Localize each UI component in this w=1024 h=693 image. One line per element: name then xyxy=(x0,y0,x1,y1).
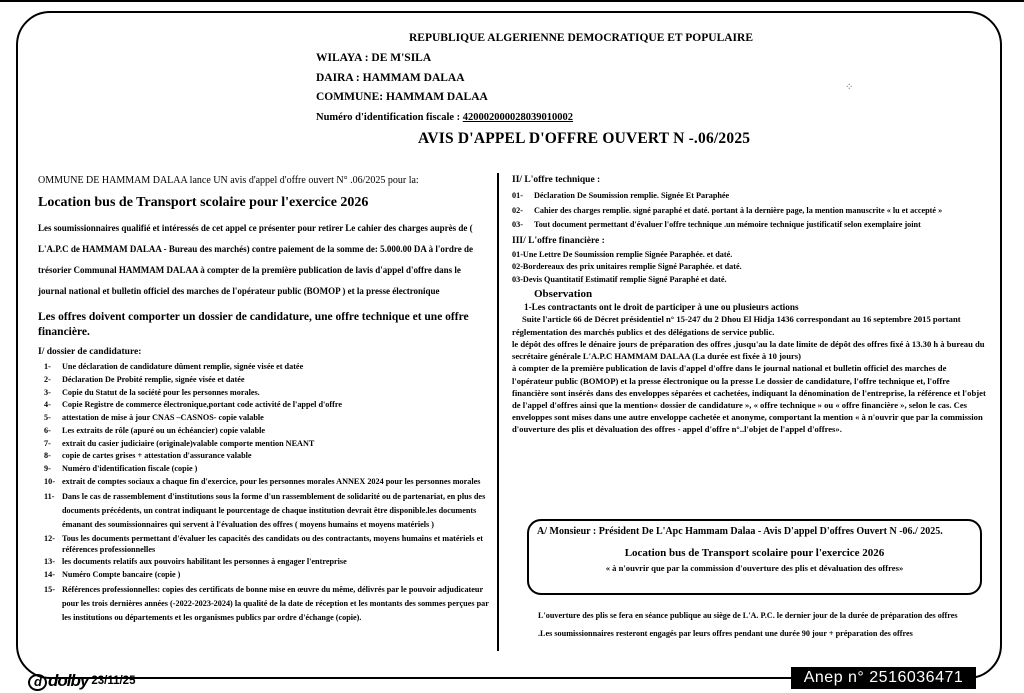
commune-line: COMMUNE: HAMMAM DALAA xyxy=(316,91,488,103)
list-item: 11- Dans le cas de rassemblement d'institutions sous la forme d'un rassemblement de solidarité ou de partenariat, en plus des documents précédents, un contrat indiquant le pourcentage de chaque institution devrait être disponible.les documents émanant des soumissionnaires qui servent à l'évaluation des offres ( moyens humains et moyens matériels ) xyxy=(44,491,486,529)
tech-list xyxy=(512,191,988,231)
fin-heading: III/ L'offre financière : xyxy=(512,235,605,246)
avis-title: AVIS D'APPEL D'OFFRE OUVERT N -.06/2025 xyxy=(418,130,751,147)
observation-article: Suite l'article 66 de Décret présidentiel n° 15-247 du 2 Dhou El Hidja 1436 correspondant au 16 septembre 2015 portant réglementation des marchés publics et des délégations de service public. xyxy=(512,314,961,337)
right-column xyxy=(512,174,988,436)
withdraw-paragraph: Les soumissionnaires qualifié et intéressés de cet appel ce présenter pour retirer Le cahier des charges auprès de ( L'A.P.C de HAMMAM DALAA - Bureau des marchés) contre paiement de la somme de: 5.000.00 DA à l'ordre de trésorier Communal HAMMAM DALAA à compter de la première publication de lavis d'appel d'offre dans le journal national et bulletin officiel des marches de l'opérateur public (BOMOP ) et la presse électronique xyxy=(38,223,473,296)
list-item: 5- attestation de mise à jour CNAS –CASNOS- copie valable xyxy=(44,413,264,423)
list-item: 4- Copie Registre de commerce électronique,portant code activité de l'appel d'offre xyxy=(44,400,342,410)
top-rule xyxy=(0,0,1024,2)
list-item: 10- extrait de comptes sociaux a chaque fin d'exercice, pour les personnes morales ANNEX 2024 pour les personnes morales xyxy=(44,477,481,487)
list-item: 3- Copie du Statut de la société pour les personnes morales. xyxy=(44,387,260,397)
daira-line: DAIRA : HAMMAM DALAA xyxy=(316,72,465,84)
fin-list xyxy=(512,250,988,286)
list-item: 01-Une Lettre De Soumission remplie Signée Paraphée. et daté. xyxy=(512,249,733,259)
observation-point-1: 1-Les contractants ont le droit de participer à une ou plusieurs actions xyxy=(524,302,799,313)
logo-text: dolby xyxy=(48,671,89,690)
anep-number: Anep n° 2516036471 xyxy=(791,667,976,689)
list-item: 03-Devis Quantitatif Estimatif remplie Signé Paraphé et daté. xyxy=(512,274,727,284)
list-item: 8- copie de cartes grises + attestation d'assurance valable xyxy=(44,451,252,461)
republic-header: REPUBLIQUE ALGERIENNE DEMOCRATIQUE ET POPULAIRE xyxy=(409,32,753,44)
list-item: 2- Déclaration De Probité remplie, signée visée et datée xyxy=(44,374,245,384)
list-item: 14- Numéro Compte bancaire (copie ) xyxy=(44,570,181,580)
intro-line: OMMUNE DE HAMMAM DALAA lance UN avis d'appel d'offre ouvert N° .06/2025 pour la: xyxy=(38,175,419,186)
box-mention: « à n'ouvrir que par la commission d'ouverture des plis et dévaluation des offres» xyxy=(605,563,904,573)
list-item: 02-Bordereaux des prix unitaires remplie Signé Paraphée. et daté. xyxy=(512,262,742,272)
footer-date: 23/11/25 xyxy=(91,675,136,687)
observation-heading: Observation xyxy=(534,288,593,301)
envelope-paragraph: à compter de la première publication de lavis d'appel d'offre dans le journal national et bulletin officiel des marches de l'opérateur public (BOMOP) et la presse électronique ou la presse Le dossier de candidature, l'offre technique et, l'offre financière sont insérés dans des enveloppes séparées et cachetées, indiquant la dénomination de l'entreprise, la référence et l'objet de l'appel d'offres ainsi que la mention« dossier de candidature », « offre technique » ou « offre financière », selon le cas. Ces enveloppes sont mises dans une autre enveloppe cachetée et anonyme, comportant la mention « à n'ouvrir que par la commission d'ouverture des plis et dévaluation des offres - appel d'offre n°..l'objet de l'appel d'offres». xyxy=(512,363,986,435)
left-column xyxy=(38,174,490,625)
list-item: 7- extrait du casier judiciaire (originale)valable comporte mention NEANT xyxy=(44,438,315,448)
list-item: 12- Tous les documents permettant d'évaluer les capacités des candidats ou des contractants, moyens humains et matériels et références professionnelles xyxy=(44,534,483,554)
box-project-title: Location bus de Transport scolaire pour l'exercice 2026 xyxy=(624,547,885,559)
wilaya-line: WILAYA : DE M'SILA xyxy=(316,52,432,64)
tech-heading: II/ L'offre technique : xyxy=(512,175,601,185)
dolby-logo: d dolby xyxy=(28,671,88,691)
list-item: 1- Une déclaration de candidature dûment remplie, signée visée et datée xyxy=(44,362,304,371)
addressee-box xyxy=(527,519,982,595)
list-item: 13- les documents relatifs aux pouvoirs habilitant les personnes à engager l'entreprise xyxy=(44,557,347,567)
nif-value: 420002000028039010002 xyxy=(462,112,574,123)
deposit-paragraph: le dépôt des offres le dénaire jours de préparation des offres ,jusqu'au la date limite de dépôt des offres fixé à 13.30 h à bureau du secrétaire générale L'A.P.C HAMMAM DALAA (La durée est fixée à 10 jours) xyxy=(512,338,985,362)
opening-line: L'ouverture des plis se fera en séance publique au siège de L'A. P.C. le dernier jour de la durée de préparation des offres xyxy=(538,611,958,620)
list-item: 15- Références professionnelles: copies des certificats de bonne mise en œuvre du même, délivrés par le pouvoir adjudicateur pour les trois dernières années (-2022-2023-2024) la qualité de la date de réception et les montants des sommes perçues par les institutions ou départements et les organismes publics par ordre d'échange (copie). xyxy=(44,584,489,622)
list-item: 9- Numéro d'identification fiscale (copie ) xyxy=(44,464,198,474)
nif-line xyxy=(316,111,573,124)
addressee-line: A/ Monsieur : Président De L'Apc Hammam Dalaa - Avis D'appel D'offres Ouvert N -06./ 2025. xyxy=(537,526,943,537)
list-item: 02- Cahier des charges remplie. signé paraphé et daté. portant à la dernière page, la mention manuscrite « lu et accepté » xyxy=(512,205,943,215)
validity-line: .Les soumissionnaires resteront engagés par leurs offres pendant une durée 90 jour + préparation des offres xyxy=(538,629,913,638)
list-item: 6- Les extraits de rôle (apuré ou un échéancier) copie valable xyxy=(44,425,266,435)
offers-statement: Les offres doivent comporter un dossier de candidature, une offre technique et une offre financière. xyxy=(38,311,469,338)
dossier-list xyxy=(38,362,490,625)
list-item: 03- Tout document permettant d'évaluer l'offre technique .un mémoire technique justificatif selon exemplaire joint xyxy=(512,220,921,230)
footer-left xyxy=(28,671,135,691)
nif-label: Numéro d'identification fiscale : xyxy=(316,112,463,123)
dossier-heading: I/ dossier de candidature: xyxy=(38,347,142,357)
project-title: Location bus de Transport scolaire pour l'exercice 2026 xyxy=(38,195,369,210)
scan-speck-icon: ⁘ xyxy=(845,82,854,93)
opening-notes xyxy=(538,610,978,640)
list-item: 01- Déclaration De Soumission remplie. Signée Et Paraphée xyxy=(512,191,730,200)
column-divider xyxy=(497,173,499,651)
